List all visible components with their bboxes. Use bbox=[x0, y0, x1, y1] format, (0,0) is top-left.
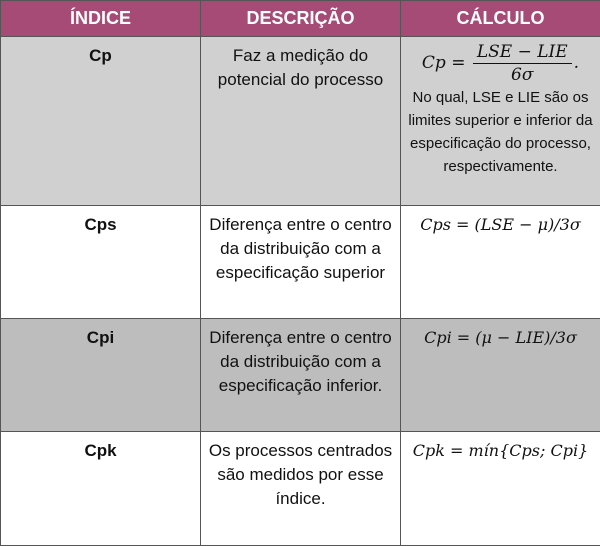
calculation-cell bbox=[401, 319, 600, 432]
formula: Cpi = (μ − LIE)/3σ bbox=[424, 328, 577, 347]
table-row bbox=[1, 319, 600, 432]
description-cell: Diferença entre o centro da distribuição com a especificação superior bbox=[201, 206, 401, 319]
fraction-denominator: 6σ bbox=[473, 64, 572, 86]
calculation-cell bbox=[401, 37, 600, 206]
description-cell: Faz a medição do potencial do processo bbox=[201, 37, 401, 206]
calculation-cell bbox=[401, 206, 600, 319]
formula bbox=[407, 41, 594, 86]
header-index: ÍNDICE bbox=[1, 1, 201, 37]
index-cell: Cpk bbox=[1, 432, 201, 546]
table-header bbox=[1, 1, 600, 37]
formula: Cpk = mín{Cps; Cpi} bbox=[413, 441, 588, 460]
description-cell: Diferença entre o centro da distribuição com a especificação inferior. bbox=[201, 319, 401, 432]
header-description: DESCRIÇÃO bbox=[201, 1, 401, 37]
fraction-numerator: LSE − LIE bbox=[473, 41, 572, 64]
calculation-cell bbox=[401, 432, 600, 546]
table-row bbox=[1, 206, 600, 319]
header-calculation: CÁLCULO bbox=[401, 1, 600, 37]
formula-lhs: Cp = bbox=[422, 53, 466, 73]
formula: Cps = (LSE − μ)/3σ bbox=[420, 215, 581, 234]
index-cell: Cp bbox=[1, 37, 201, 206]
fraction bbox=[473, 41, 572, 86]
formula-note: No qual, LSE e LIE são os limites superior e inferior da especificação do processo, respectivamente. bbox=[407, 86, 594, 178]
formula-end: . bbox=[574, 53, 579, 73]
index-cell: Cpi bbox=[1, 319, 201, 432]
table-row bbox=[1, 432, 600, 546]
description-cell: Os processos centrados são medidos por esse índice. bbox=[201, 432, 401, 546]
table-row bbox=[1, 37, 600, 206]
index-cell: Cps bbox=[1, 206, 201, 319]
